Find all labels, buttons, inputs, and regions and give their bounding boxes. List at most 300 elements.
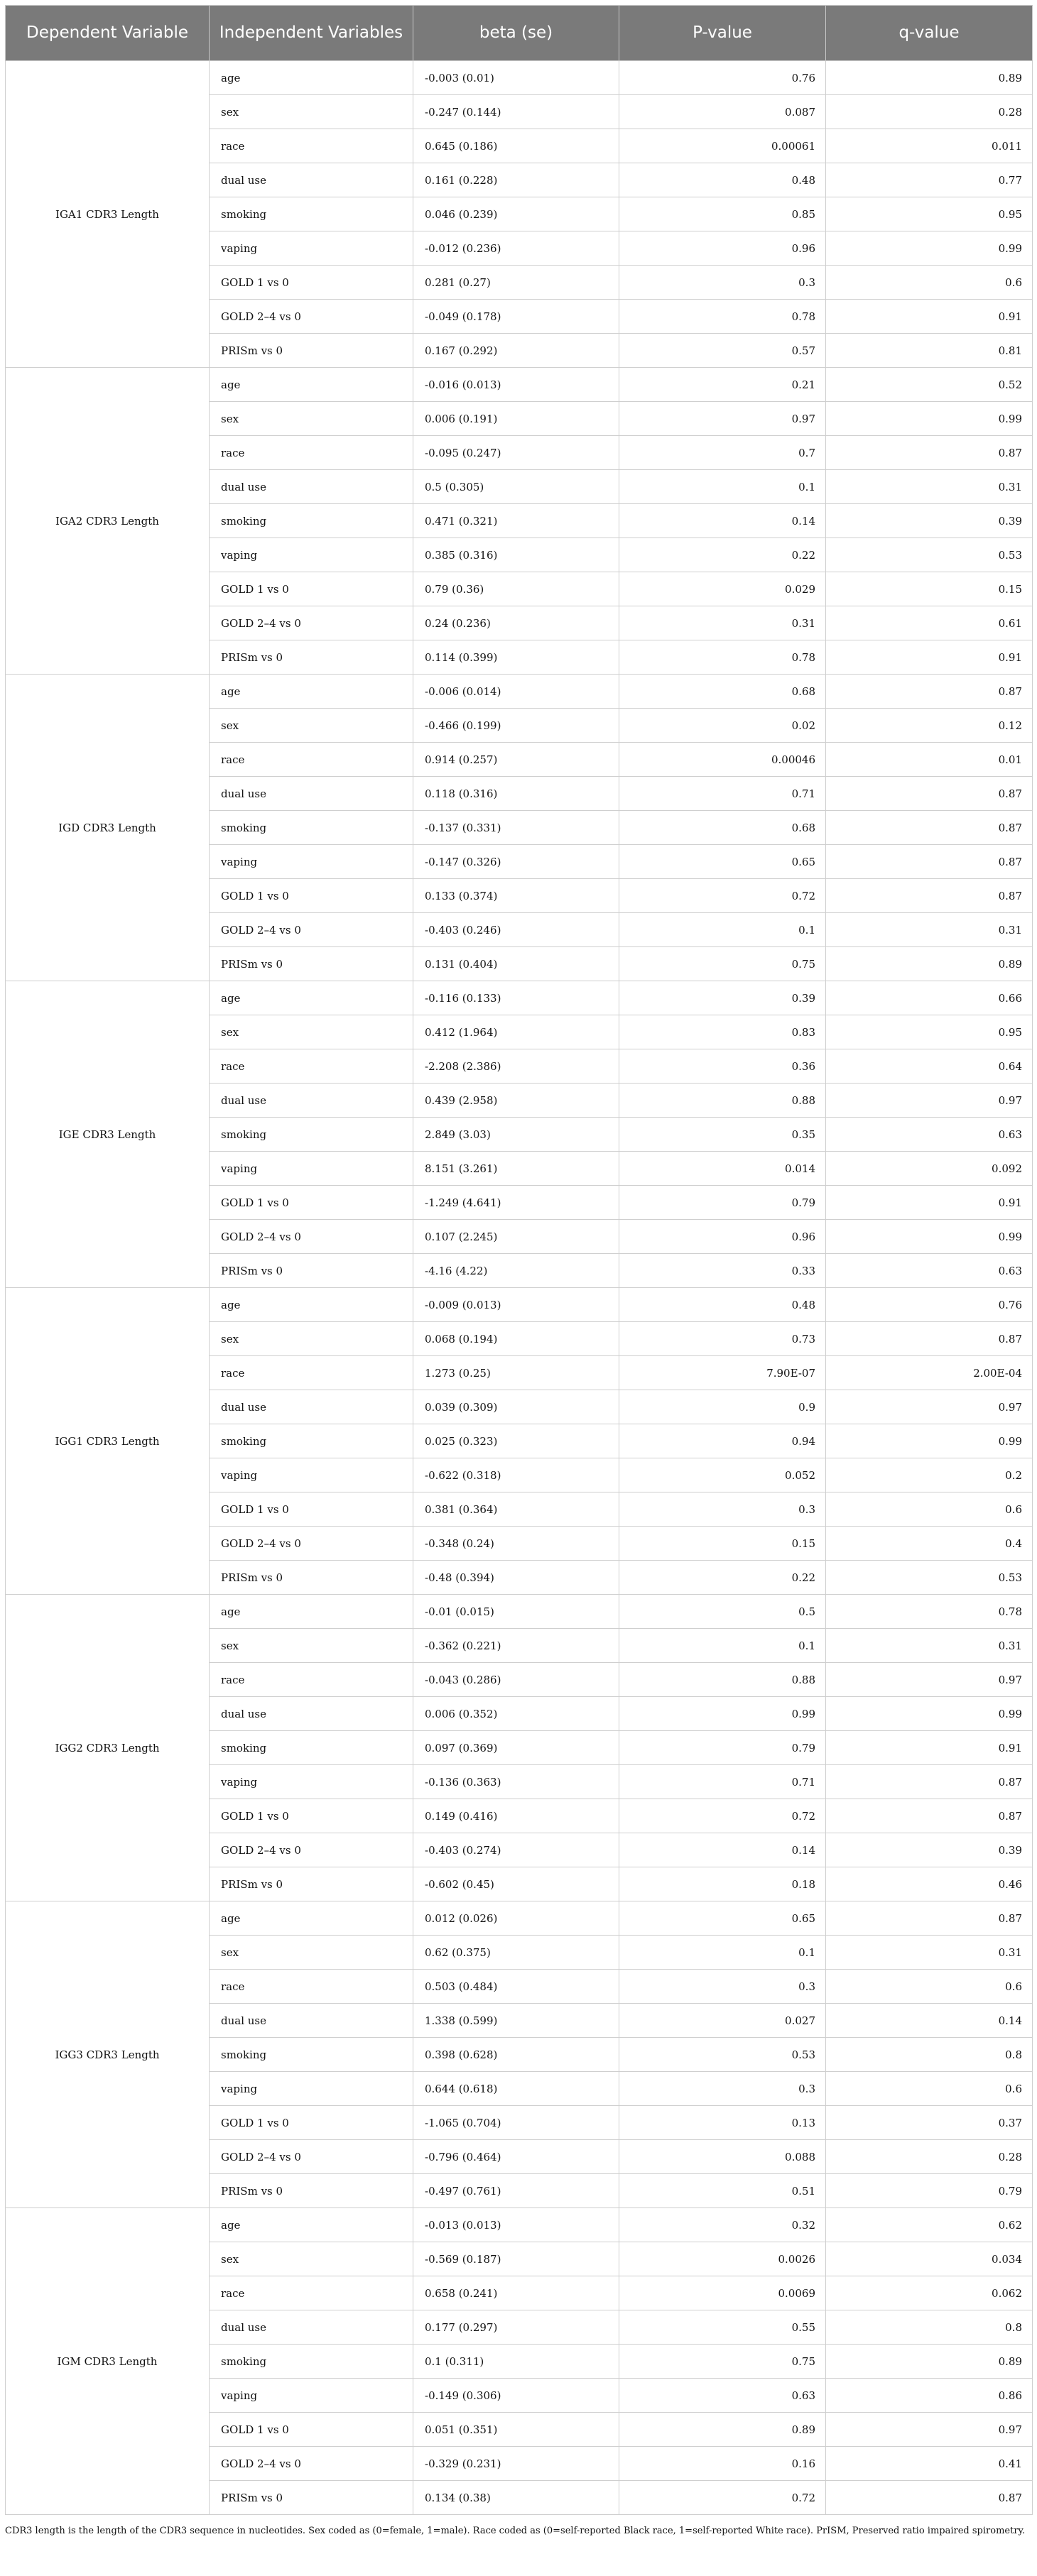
- independent-variable-cell: race: [210, 129, 413, 163]
- beta-se-cell: 0.79 (0.36): [413, 572, 619, 606]
- beta-se-cell: 0.439 (2.958): [413, 1084, 619, 1118]
- p-value-cell: 0.15: [619, 1527, 826, 1561]
- q-value-cell: 0.011: [826, 129, 1033, 163]
- p-value-cell: 0.7: [619, 436, 826, 470]
- p-value-cell: 0.052: [619, 1458, 826, 1492]
- independent-variable-cell: race: [210, 2276, 413, 2310]
- beta-se-cell: -0.01 (0.015): [413, 1595, 619, 1629]
- beta-se-cell: -2.208 (2.386): [413, 1049, 619, 1084]
- p-value-cell: 0.51: [619, 2174, 826, 2208]
- p-value-cell: 0.22: [619, 1561, 826, 1595]
- table-row: [6, 368, 1033, 402]
- independent-variable-cell: smoking: [210, 197, 413, 231]
- header-p-value: P-value: [619, 6, 826, 61]
- q-value-cell: 0.01: [826, 743, 1033, 777]
- p-value-cell: 0.96: [619, 231, 826, 266]
- p-value-cell: 0.72: [619, 1799, 826, 1833]
- independent-variable-cell: race: [210, 436, 413, 470]
- q-value-cell: 0.99: [826, 1424, 1033, 1458]
- independent-variable-cell: age: [210, 1901, 413, 1936]
- q-value-cell: 0.6: [826, 2072, 1033, 2106]
- p-value-cell: 0.65: [619, 1901, 826, 1936]
- q-value-cell: 0.6: [826, 1492, 1033, 1527]
- independent-variable-cell: GOLD 2–4 vs 0: [210, 913, 413, 947]
- q-value-cell: 0.31: [826, 1936, 1033, 1970]
- table-footnote: CDR3 length is the length of the CDR3 sequence in nucleotides. Sex coded as (0=female, 1=male). Race coded as (0=self-reported Black race, 1=self-reported White race). PrISM, Preserved ratio impaired spirometry.: [5, 2526, 1026, 2536]
- beta-se-cell: 0.051 (0.351): [413, 2413, 619, 2447]
- beta-se-cell: -0.003 (0.01): [413, 61, 619, 95]
- beta-se-cell: -0.009 (0.013): [413, 1288, 619, 1322]
- p-value-cell: 0.57: [619, 334, 826, 368]
- p-value-cell: 0.027: [619, 2004, 826, 2038]
- independent-variable-cell: age: [210, 2208, 413, 2242]
- independent-variable-cell: PRISm vs 0: [210, 1561, 413, 1595]
- independent-variable-cell: dual use: [210, 1390, 413, 1424]
- q-value-cell: 0.2: [826, 1458, 1033, 1492]
- q-value-cell: 0.91: [826, 300, 1033, 334]
- beta-se-cell: -0.149 (0.306): [413, 2379, 619, 2413]
- q-value-cell: 0.6: [826, 266, 1033, 300]
- independent-variable-cell: GOLD 1 vs 0: [210, 1186, 413, 1220]
- beta-se-cell: -0.362 (0.221): [413, 1629, 619, 1663]
- table-row: [6, 1595, 1033, 1629]
- q-value-cell: 0.91: [826, 640, 1033, 675]
- q-value-cell: 0.61: [826, 606, 1033, 640]
- independent-variable-cell: dual use: [210, 163, 413, 197]
- independent-variable-cell: vaping: [210, 1765, 413, 1799]
- beta-se-cell: 1.273 (0.25): [413, 1356, 619, 1390]
- q-value-cell: 0.6: [826, 1970, 1033, 2004]
- q-value-cell: 0.53: [826, 1561, 1033, 1595]
- q-value-cell: 0.99: [826, 402, 1033, 436]
- beta-se-cell: 0.471 (0.321): [413, 504, 619, 538]
- independent-variable-cell: smoking: [210, 1731, 413, 1765]
- q-value-cell: 0.99: [826, 1220, 1033, 1254]
- table-body: [6, 61, 1033, 2515]
- beta-se-cell: 0.385 (0.316): [413, 538, 619, 572]
- independent-variable-cell: vaping: [210, 1152, 413, 1186]
- q-value-cell: 0.95: [826, 197, 1033, 231]
- beta-se-cell: 0.046 (0.239): [413, 197, 619, 231]
- q-value-cell: 0.64: [826, 1049, 1033, 1084]
- p-value-cell: 0.014: [619, 1152, 826, 1186]
- table-row: [6, 61, 1033, 95]
- independent-variable-cell: smoking: [210, 811, 413, 845]
- independent-variable-cell: PRISm vs 0: [210, 2174, 413, 2208]
- p-value-cell: 0.48: [619, 163, 826, 197]
- independent-variable-cell: smoking: [210, 2345, 413, 2379]
- beta-se-cell: -0.466 (0.199): [413, 709, 619, 743]
- p-value-cell: 0.31: [619, 606, 826, 640]
- p-value-cell: 0.5: [619, 1595, 826, 1629]
- table-row: [6, 1288, 1033, 1322]
- p-value-cell: 0.88: [619, 1084, 826, 1118]
- p-value-cell: 0.3: [619, 1492, 826, 1527]
- q-value-cell: 0.89: [826, 61, 1033, 95]
- independent-variable-cell: GOLD 2–4 vs 0: [210, 1220, 413, 1254]
- q-value-cell: 0.31: [826, 913, 1033, 947]
- beta-se-cell: 0.177 (0.297): [413, 2310, 619, 2345]
- beta-se-cell: -0.569 (0.187): [413, 2242, 619, 2276]
- dependent-variable-cell: IGA1 CDR3 Length: [6, 61, 210, 368]
- beta-se-cell: -0.116 (0.133): [413, 981, 619, 1015]
- beta-se-cell: 0.006 (0.191): [413, 402, 619, 436]
- beta-se-cell: 0.167 (0.292): [413, 334, 619, 368]
- independent-variable-cell: dual use: [210, 470, 413, 504]
- beta-se-cell: 0.398 (0.628): [413, 2038, 619, 2072]
- beta-se-cell: -0.602 (0.45): [413, 1867, 619, 1901]
- independent-variable-cell: GOLD 1 vs 0: [210, 266, 413, 300]
- independent-variable-cell: age: [210, 675, 413, 709]
- independent-variable-cell: age: [210, 368, 413, 402]
- independent-variable-cell: sex: [210, 1322, 413, 1356]
- p-value-cell: 0.0069: [619, 2276, 826, 2310]
- dependent-variable-cell: IGG2 CDR3 Length: [6, 1595, 210, 1901]
- independent-variable-cell: smoking: [210, 504, 413, 538]
- p-value-cell: 0.75: [619, 2345, 826, 2379]
- beta-se-cell: 0.118 (0.316): [413, 777, 619, 811]
- beta-se-cell: -0.497 (0.761): [413, 2174, 619, 2208]
- header-row: [6, 6, 1033, 61]
- independent-variable-cell: sex: [210, 1015, 413, 1049]
- beta-se-cell: 8.151 (3.261): [413, 1152, 619, 1186]
- independent-variable-cell: GOLD 2–4 vs 0: [210, 300, 413, 334]
- independent-variable-cell: GOLD 2–4 vs 0: [210, 1833, 413, 1867]
- p-value-cell: 0.13: [619, 2106, 826, 2140]
- table-header: [6, 6, 1033, 61]
- beta-se-cell: -0.095 (0.247): [413, 436, 619, 470]
- beta-se-cell: 0.1 (0.311): [413, 2345, 619, 2379]
- independent-variable-cell: PRISm vs 0: [210, 334, 413, 368]
- independent-variable-cell: dual use: [210, 2004, 413, 2038]
- independent-variable-cell: age: [210, 981, 413, 1015]
- q-value-cell: 0.89: [826, 947, 1033, 981]
- beta-se-cell: 0.644 (0.618): [413, 2072, 619, 2106]
- beta-se-cell: 0.134 (0.38): [413, 2481, 619, 2515]
- beta-se-cell: 0.039 (0.309): [413, 1390, 619, 1424]
- q-value-cell: 0.31: [826, 1629, 1033, 1663]
- p-value-cell: 0.00061: [619, 129, 826, 163]
- beta-se-cell: -0.48 (0.394): [413, 1561, 619, 1595]
- p-value-cell: 0.02: [619, 709, 826, 743]
- q-value-cell: 0.87: [826, 2481, 1033, 2515]
- q-value-cell: 0.97: [826, 1084, 1033, 1118]
- beta-se-cell: 2.849 (3.03): [413, 1118, 619, 1152]
- independent-variable-cell: PRISm vs 0: [210, 1254, 413, 1288]
- beta-se-cell: 0.658 (0.241): [413, 2276, 619, 2310]
- independent-variable-cell: dual use: [210, 777, 413, 811]
- q-value-cell: 0.52: [826, 368, 1033, 402]
- independent-variable-cell: PRISm vs 0: [210, 640, 413, 675]
- header-q-value: q-value: [826, 6, 1033, 61]
- p-value-cell: 0.65: [619, 845, 826, 879]
- independent-variable-cell: GOLD 1 vs 0: [210, 1799, 413, 1833]
- p-value-cell: 0.1: [619, 470, 826, 504]
- p-value-cell: 0.1: [619, 1936, 826, 1970]
- q-value-cell: 0.034: [826, 2242, 1033, 2276]
- q-value-cell: 0.87: [826, 1765, 1033, 1799]
- beta-se-cell: -0.136 (0.363): [413, 1765, 619, 1799]
- independent-variable-cell: GOLD 2–4 vs 0: [210, 2140, 413, 2174]
- q-value-cell: 0.53: [826, 538, 1033, 572]
- q-value-cell: 0.97: [826, 1390, 1033, 1424]
- p-value-cell: 0.029: [619, 572, 826, 606]
- q-value-cell: 0.15: [826, 572, 1033, 606]
- header-dependent-variable: Dependent Variable: [6, 6, 210, 61]
- independent-variable-cell: vaping: [210, 231, 413, 266]
- independent-variable-cell: age: [210, 61, 413, 95]
- p-value-cell: 0.73: [619, 1322, 826, 1356]
- q-value-cell: 0.76: [826, 1288, 1033, 1322]
- beta-se-cell: -0.796 (0.464): [413, 2140, 619, 2174]
- p-value-cell: 0.21: [619, 368, 826, 402]
- independent-variable-cell: GOLD 2–4 vs 0: [210, 606, 413, 640]
- p-value-cell: 0.3: [619, 266, 826, 300]
- beta-se-cell: 0.381 (0.364): [413, 1492, 619, 1527]
- beta-se-cell: -0.403 (0.246): [413, 913, 619, 947]
- independent-variable-cell: GOLD 1 vs 0: [210, 879, 413, 913]
- beta-se-cell: -0.137 (0.331): [413, 811, 619, 845]
- q-value-cell: 0.8: [826, 2310, 1033, 2345]
- q-value-cell: 0.87: [826, 1799, 1033, 1833]
- q-value-cell: 0.87: [826, 1901, 1033, 1936]
- p-value-cell: 0.71: [619, 1765, 826, 1799]
- p-value-cell: 0.33: [619, 1254, 826, 1288]
- p-value-cell: 0.088: [619, 2140, 826, 2174]
- independent-variable-cell: vaping: [210, 1458, 413, 1492]
- q-value-cell: 0.99: [826, 231, 1033, 266]
- q-value-cell: 0.87: [826, 845, 1033, 879]
- beta-se-cell: 0.62 (0.375): [413, 1936, 619, 1970]
- beta-se-cell: 0.068 (0.194): [413, 1322, 619, 1356]
- independent-variable-cell: age: [210, 1595, 413, 1629]
- p-value-cell: 0.3: [619, 1970, 826, 2004]
- beta-se-cell: 0.161 (0.228): [413, 163, 619, 197]
- independent-variable-cell: vaping: [210, 2072, 413, 2106]
- beta-se-cell: -0.329 (0.231): [413, 2447, 619, 2481]
- q-value-cell: 0.97: [826, 1663, 1033, 1697]
- p-value-cell: 0.087: [619, 95, 826, 129]
- p-value-cell: 0.63: [619, 2379, 826, 2413]
- p-value-cell: 0.83: [619, 1015, 826, 1049]
- dependent-variable-cell: IGA2 CDR3 Length: [6, 368, 210, 675]
- beta-se-cell: 0.412 (1.964): [413, 1015, 619, 1049]
- independent-variable-cell: vaping: [210, 845, 413, 879]
- independent-variable-cell: sex: [210, 1629, 413, 1663]
- dependent-variable-cell: IGG1 CDR3 Length: [6, 1288, 210, 1595]
- p-value-cell: 0.1: [619, 1629, 826, 1663]
- independent-variable-cell: smoking: [210, 1118, 413, 1152]
- independent-variable-cell: dual use: [210, 1084, 413, 1118]
- beta-se-cell: -1.249 (4.641): [413, 1186, 619, 1220]
- q-value-cell: 0.63: [826, 1118, 1033, 1152]
- q-value-cell: 0.62: [826, 2208, 1033, 2242]
- p-value-cell: 0.39: [619, 981, 826, 1015]
- beta-se-cell: -0.043 (0.286): [413, 1663, 619, 1697]
- beta-se-cell: -0.247 (0.144): [413, 95, 619, 129]
- p-value-cell: 0.72: [619, 2481, 826, 2515]
- p-value-cell: 0.88: [619, 1663, 826, 1697]
- q-value-cell: 0.37: [826, 2106, 1033, 2140]
- q-value-cell: 0.062: [826, 2276, 1033, 2310]
- beta-se-cell: -4.16 (4.22): [413, 1254, 619, 1288]
- independent-variable-cell: PRISm vs 0: [210, 947, 413, 981]
- independent-variable-cell: GOLD 1 vs 0: [210, 2413, 413, 2447]
- q-value-cell: 0.78: [826, 1595, 1033, 1629]
- beta-se-cell: 0.149 (0.416): [413, 1799, 619, 1833]
- independent-variable-cell: smoking: [210, 1424, 413, 1458]
- q-value-cell: 0.95: [826, 1015, 1033, 1049]
- p-value-cell: 0.68: [619, 811, 826, 845]
- independent-variable-cell: dual use: [210, 2310, 413, 2345]
- p-value-cell: 0.78: [619, 300, 826, 334]
- p-value-cell: 0.85: [619, 197, 826, 231]
- beta-se-cell: -0.348 (0.24): [413, 1527, 619, 1561]
- q-value-cell: 0.31: [826, 470, 1033, 504]
- p-value-cell: 0.79: [619, 1731, 826, 1765]
- dependent-variable-cell: IGD CDR3 Length: [6, 675, 210, 981]
- p-value-cell: 0.00046: [619, 743, 826, 777]
- independent-variable-cell: race: [210, 1970, 413, 2004]
- p-value-cell: 0.55: [619, 2310, 826, 2345]
- independent-variable-cell: GOLD 1 vs 0: [210, 1492, 413, 1527]
- q-value-cell: 0.91: [826, 1186, 1033, 1220]
- beta-se-cell: 0.114 (0.399): [413, 640, 619, 675]
- independent-variable-cell: GOLD 2–4 vs 0: [210, 1527, 413, 1561]
- q-value-cell: 0.12: [826, 709, 1033, 743]
- q-value-cell: 0.66: [826, 981, 1033, 1015]
- beta-se-cell: -0.403 (0.274): [413, 1833, 619, 1867]
- p-value-cell: 0.14: [619, 504, 826, 538]
- q-value-cell: 0.14: [826, 2004, 1033, 2038]
- q-value-cell: 0.77: [826, 163, 1033, 197]
- independent-variable-cell: race: [210, 1049, 413, 1084]
- independent-variable-cell: sex: [210, 402, 413, 436]
- beta-se-cell: 0.025 (0.323): [413, 1424, 619, 1458]
- q-value-cell: 0.4: [826, 1527, 1033, 1561]
- p-value-cell: 0.35: [619, 1118, 826, 1152]
- q-value-cell: 0.79: [826, 2174, 1033, 2208]
- q-value-cell: 0.87: [826, 436, 1033, 470]
- dependent-variable-cell: IGG3 CDR3 Length: [6, 1901, 210, 2208]
- p-value-cell: 0.48: [619, 1288, 826, 1322]
- q-value-cell: 0.87: [826, 777, 1033, 811]
- p-value-cell: 0.75: [619, 947, 826, 981]
- q-value-cell: 0.46: [826, 1867, 1033, 1901]
- table-row: [6, 1901, 1033, 1936]
- beta-se-cell: 0.5 (0.305): [413, 470, 619, 504]
- independent-variable-cell: vaping: [210, 2379, 413, 2413]
- q-value-cell: 0.28: [826, 95, 1033, 129]
- p-value-cell: 0.96: [619, 1220, 826, 1254]
- p-value-cell: 0.99: [619, 1697, 826, 1731]
- beta-se-cell: 0.097 (0.369): [413, 1731, 619, 1765]
- q-value-cell: 0.28: [826, 2140, 1033, 2174]
- independent-variable-cell: GOLD 2–4 vs 0: [210, 2447, 413, 2481]
- results-table: [5, 5, 1033, 2515]
- p-value-cell: 0.14: [619, 1833, 826, 1867]
- p-value-cell: 0.94: [619, 1424, 826, 1458]
- header-independent-variables: Independent Variables: [210, 6, 413, 61]
- beta-se-cell: 0.503 (0.484): [413, 1970, 619, 2004]
- p-value-cell: 0.72: [619, 879, 826, 913]
- independent-variable-cell: sex: [210, 2242, 413, 2276]
- q-value-cell: 0.86: [826, 2379, 1033, 2413]
- p-value-cell: 0.76: [619, 61, 826, 95]
- p-value-cell: 0.1: [619, 913, 826, 947]
- independent-variable-cell: race: [210, 1663, 413, 1697]
- independent-variable-cell: race: [210, 1356, 413, 1390]
- p-value-cell: 0.22: [619, 538, 826, 572]
- beta-se-cell: 0.107 (2.245): [413, 1220, 619, 1254]
- q-value-cell: 0.41: [826, 2447, 1033, 2481]
- q-value-cell: 2.00E-04: [826, 1356, 1033, 1390]
- p-value-cell: 0.68: [619, 675, 826, 709]
- q-value-cell: 0.8: [826, 2038, 1033, 2072]
- independent-variable-cell: dual use: [210, 1697, 413, 1731]
- independent-variable-cell: sex: [210, 95, 413, 129]
- p-value-cell: 0.53: [619, 2038, 826, 2072]
- p-value-cell: 0.97: [619, 402, 826, 436]
- q-value-cell: 0.63: [826, 1254, 1033, 1288]
- independent-variable-cell: sex: [210, 709, 413, 743]
- beta-se-cell: 0.012 (0.026): [413, 1901, 619, 1936]
- q-value-cell: 0.81: [826, 334, 1033, 368]
- p-value-cell: 0.79: [619, 1186, 826, 1220]
- independent-variable-cell: PRISm vs 0: [210, 2481, 413, 2515]
- p-value-cell: 0.9: [619, 1390, 826, 1424]
- p-value-cell: 0.18: [619, 1867, 826, 1901]
- p-value-cell: 0.89: [619, 2413, 826, 2447]
- p-value-cell: 0.78: [619, 640, 826, 675]
- q-value-cell: 0.87: [826, 1322, 1033, 1356]
- table-row: [6, 2208, 1033, 2242]
- beta-se-cell: -0.016 (0.013): [413, 368, 619, 402]
- beta-se-cell: -0.012 (0.236): [413, 231, 619, 266]
- p-value-cell: 7.90E-07: [619, 1356, 826, 1390]
- beta-se-cell: 0.914 (0.257): [413, 743, 619, 777]
- q-value-cell: 0.092: [826, 1152, 1033, 1186]
- independent-variable-cell: GOLD 1 vs 0: [210, 2106, 413, 2140]
- p-value-cell: 0.16: [619, 2447, 826, 2481]
- independent-variable-cell: PRISm vs 0: [210, 1867, 413, 1901]
- q-value-cell: 0.87: [826, 811, 1033, 845]
- q-value-cell: 0.91: [826, 1731, 1033, 1765]
- independent-variable-cell: vaping: [210, 538, 413, 572]
- q-value-cell: 0.39: [826, 504, 1033, 538]
- beta-se-cell: -0.622 (0.318): [413, 1458, 619, 1492]
- beta-se-cell: -0.147 (0.326): [413, 845, 619, 879]
- p-value-cell: 0.71: [619, 777, 826, 811]
- table-row: [6, 675, 1033, 709]
- p-value-cell: 0.32: [619, 2208, 826, 2242]
- beta-se-cell: -0.006 (0.014): [413, 675, 619, 709]
- independent-variable-cell: smoking: [210, 2038, 413, 2072]
- q-value-cell: 0.97: [826, 2413, 1033, 2447]
- q-value-cell: 0.99: [826, 1697, 1033, 1731]
- dependent-variable-cell: IGM CDR3 Length: [6, 2208, 210, 2515]
- beta-se-cell: -0.049 (0.178): [413, 300, 619, 334]
- beta-se-cell: 0.131 (0.404): [413, 947, 619, 981]
- beta-se-cell: 0.645 (0.186): [413, 129, 619, 163]
- p-value-cell: 0.3: [619, 2072, 826, 2106]
- q-value-cell: 0.87: [826, 879, 1033, 913]
- p-value-cell: 0.0026: [619, 2242, 826, 2276]
- header-beta-se: beta (se): [413, 6, 619, 61]
- beta-se-cell: 1.338 (0.599): [413, 2004, 619, 2038]
- table-row: [6, 981, 1033, 1015]
- dependent-variable-cell: IGE CDR3 Length: [6, 981, 210, 1288]
